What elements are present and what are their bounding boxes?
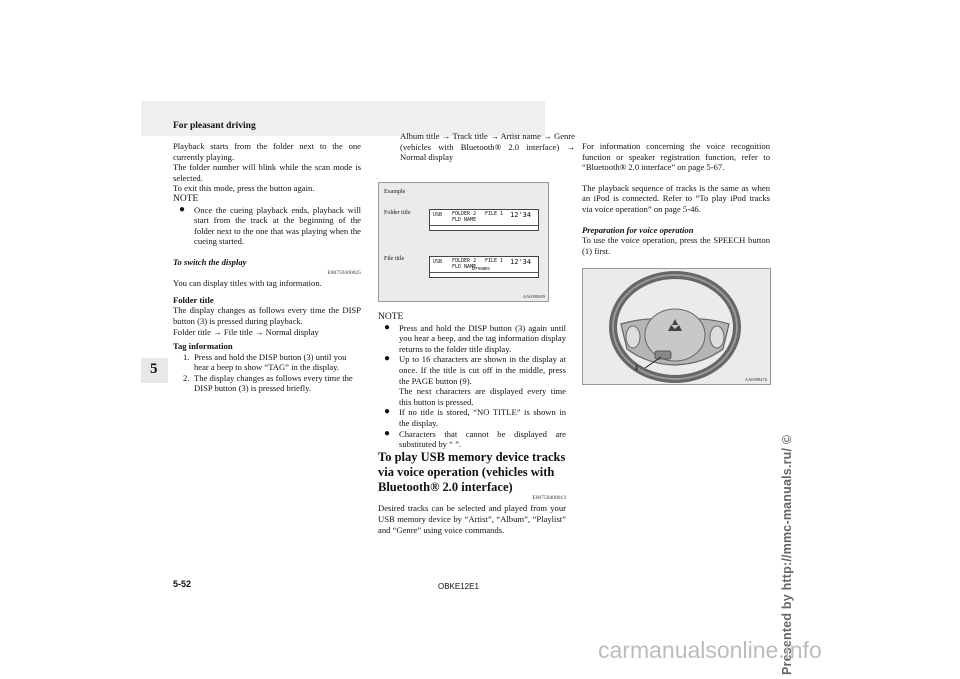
steering-wheel-figure — [582, 268, 771, 385]
section-title: For pleasant driving — [173, 121, 256, 131]
display-example-figure — [378, 182, 549, 302]
middle-column-top — [400, 131, 575, 163]
subheading-switch-display: To switch the display — [173, 256, 247, 267]
paragraph: Playback starts from the folder next to the one currently playing. — [173, 141, 361, 162]
section-heading: To play USB memory device tracks via voice operation (vehicles with Bluetooth® 2.0 interface) — [378, 449, 566, 494]
figure-code: AA0098476 — [744, 377, 767, 382]
subheading-tag-information: Tag information — [173, 341, 233, 352]
paragraph: The display changes as follows every time the DISP button (3) is pressed during playback. — [173, 305, 361, 326]
bullet-icon: ● — [384, 353, 391, 365]
page-number: 5-52 — [173, 579, 192, 589]
middle-column-bottom — [378, 306, 566, 535]
note-heading: NOTE — [378, 312, 404, 322]
figure-label-folder-title: Folder title — [384, 210, 411, 216]
note-heading: NOTE — [173, 193, 199, 204]
bullet-icon: ● — [384, 406, 391, 418]
note-item: ● Once the cueing playback ends, playback will start from the track at the beginning of the folder next to the one that was playing when the cueing started. — [179, 203, 361, 247]
figure-label-example: Example — [384, 189, 406, 195]
figure-code: AA0098489 — [522, 294, 545, 299]
paragraph: Desired tracks can be selected and played from your USB memory device by “Artist”, “Album”, “Playlist” and “Genre” using voice commands. — [378, 503, 566, 535]
bullet-icon: ● — [384, 427, 391, 439]
numbered-item: 1. Press and hold the DISP button (3) until you hear a beep to show “TAG” in the display. — [183, 351, 347, 373]
right-column — [582, 141, 770, 256]
paragraph: The playback sequence of tracks is the same as when an iPod is connected. Refer to “To play iPod tracks via voice operation” on page 5-46. — [582, 182, 770, 214]
figure-label-file-title: File title — [384, 256, 405, 262]
bullet-icon: ● — [179, 203, 186, 215]
paragraph: To exit this mode, press the button again. — [173, 183, 315, 194]
sequence-text: Folder title → File title → Normal display — [173, 326, 319, 337]
paragraph: To use the voice operation, press the SPEECH button (1) first. — [582, 235, 770, 256]
subheading-folder-title: Folder title — [173, 294, 214, 305]
paragraph: The folder number will blink while the scan mode is selected. — [173, 162, 361, 183]
bullet-icon: ● — [384, 321, 391, 333]
paragraph: You can display titles with tag information. — [173, 278, 322, 289]
numbered-item: 2. The display changes as follows every time the DISP button (3) is pressed briefly. — [183, 372, 353, 394]
steering-wheel-icon — [583, 269, 770, 384]
note-item: ● Characters that cannot be displayed are substituted by “ ”. — [384, 427, 566, 450]
reference-code: E00759400013 — [532, 494, 566, 501]
note-item: ● Up to 16 characters are shown in the display at once. If the title is cut off in the middle, press the PAGE button (9). The next characters are displayed every time this button is pressed. — [384, 353, 566, 407]
side-credit-text: Presented by http://mmc-manuals.ru/ © — [780, 434, 794, 675]
lcd-display-folder: USB FOLDER 2 FLD NAME FILE 1 12'34 — [429, 209, 539, 231]
callout-number: 1 — [635, 366, 639, 372]
subheading-preparation: Preparation for voice operation — [582, 224, 694, 235]
left-column — [173, 141, 361, 394]
watermark: carmanualsonline.info — [598, 637, 822, 663]
paragraph: For information concerning the voice recognition function or speaker registration function, refer to “Bluetooth® 2.0 interface” on page 5-67. — [582, 141, 770, 173]
document-code: OBKE12E1 — [438, 582, 479, 591]
sequence-text: Album title → Track title → Artist name → Genre (vehicles with Bluetooth® 2.0 interface) → Normal display — [400, 131, 575, 163]
chapter-number: 5 — [150, 361, 158, 377]
note-item: ● If no title is stored, “NO TITLE” is shown in the display. — [384, 406, 566, 428]
lcd-display-file: USB FOLDER 2 FLD NAME Dreams FILE 1 12'34 — [429, 256, 539, 278]
reference-code: E00759300025 — [327, 269, 361, 276]
note-item: ● Press and hold the DISP button (3) again until you hear a beep, and the tag information display returns to the folder title display. — [384, 321, 566, 354]
